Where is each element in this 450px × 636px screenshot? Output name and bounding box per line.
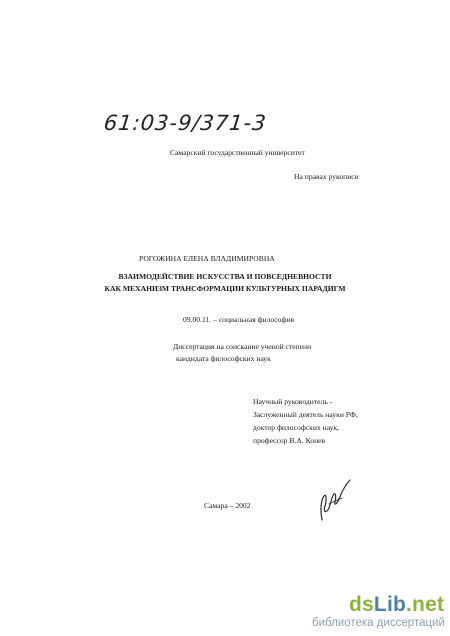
- supervisor-line: доктор философских наук,: [253, 423, 340, 432]
- supervisor-line: Заслуженный деятель науки РФ,: [253, 410, 358, 419]
- watermark-logo-lib: Lib: [373, 593, 407, 616]
- watermark-logo-ds: ds: [349, 593, 374, 616]
- supervisor-line: профессор В.А. Конев: [253, 436, 326, 445]
- archive-code: 61:03-9/371-3: [102, 111, 268, 135]
- university-name: Самарский государственный университет: [170, 148, 305, 157]
- supervisor-line: Научный руководитель -: [253, 397, 333, 406]
- watermark-subtitle: библиотека диссертаций: [312, 617, 445, 629]
- degree-line-2: кандидата философских наук: [176, 354, 271, 363]
- manuscript-rights: На правах рукописи: [294, 172, 359, 181]
- city-year: Самара – 2002: [204, 501, 251, 510]
- degree-line-1: Диссертация на соискание ученой степени: [173, 342, 312, 351]
- supervisor-block: [253, 396, 358, 446]
- author-name: РОГОЖИНА ЕЛЕНА ВЛАДИМИРОВНА: [139, 254, 275, 263]
- title-line-1: ВЗАИМОДЕЙСТВИЕ ИСКУССТВА И ПОВСЕДНЕВНОСТИ: [118, 272, 332, 281]
- specialty: 09.00.11. – социальная философия: [183, 315, 295, 324]
- title-line-2: КАК МЕХАНИЗМ ТРАНСФОРМАЦИИ КУЛЬТУРНЫХ ПАРАДИГМ: [104, 284, 346, 293]
- watermark-logo-net: .net: [406, 593, 445, 616]
- watermark-logo: [349, 593, 444, 617]
- signature-icon: [312, 474, 358, 524]
